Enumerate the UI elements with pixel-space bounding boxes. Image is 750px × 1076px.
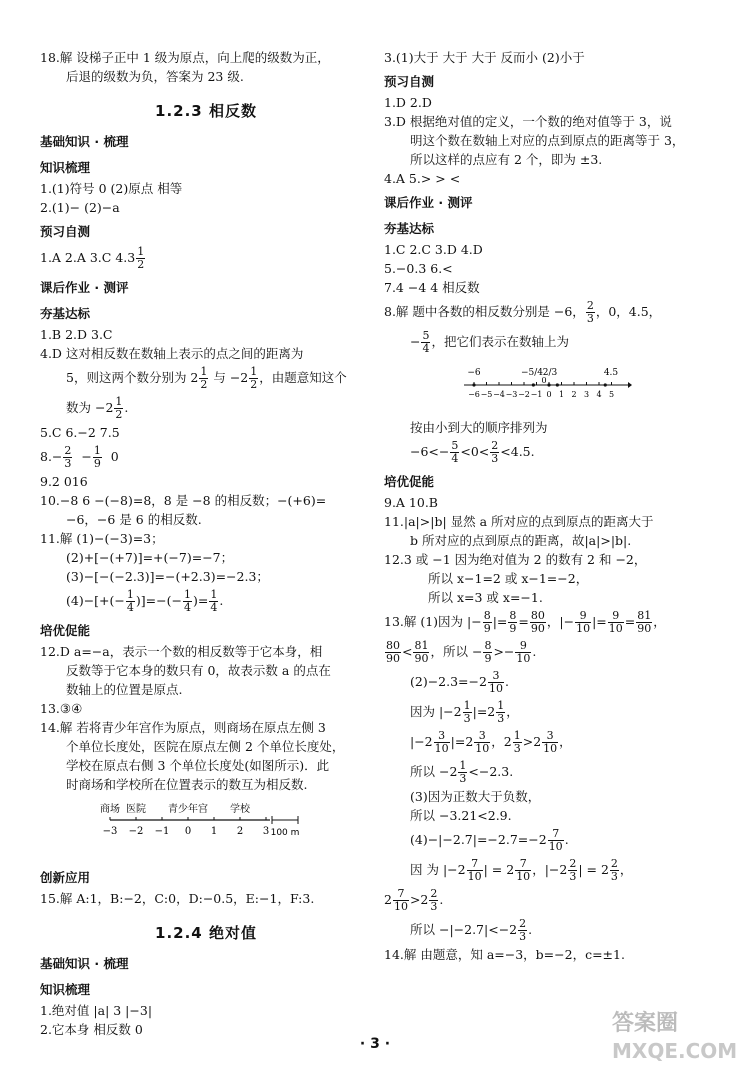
problem-18-line2: 后退的级数为负，答案为 23 级. — [66, 69, 244, 84]
number-line-figure-14 — [40, 800, 372, 859]
drill-8-order-text: 按由小到大的顺序排列为 — [410, 420, 548, 435]
fraction: $\frac{9}{10}$ — [608, 609, 623, 635]
tick-label: 0 — [546, 390, 552, 399]
number-point — [547, 383, 550, 386]
fraction: $\frac{1}{3}$ — [459, 759, 467, 785]
tick-label: −1 — [530, 390, 543, 399]
fraction: $\frac{8}{9}$ — [484, 639, 492, 665]
answer-9: 9.2 016 — [40, 474, 88, 489]
heading-basic-drill: 夯基达标 — [40, 306, 91, 321]
answer-11-4: (4)−[+(− $\frac{1}{4}$ )]=−(− $\frac{1}{4}$ )= $\frac{1}{4}$ . — [66, 588, 224, 614]
heading-knowledge-review: 知识梳理 — [40, 160, 91, 175]
heading-homework: 课后作业 · 测评 — [40, 280, 129, 295]
watermark-logo — [602, 1000, 742, 1070]
heading-basic-knowledge: 基础知识 · 梳理 — [40, 134, 129, 149]
answer-4-line1: 4.D 这对相反数在数轴上表示的点之间的距离为 — [40, 346, 304, 361]
tick-label: 1 — [210, 826, 218, 837]
preview-3-line3: 所以这样的点应有 2 个，即为 ±3. — [410, 152, 603, 167]
left-column — [40, 48, 372, 1039]
fraction: $\frac{1}{4}$ — [183, 588, 191, 614]
drill-8-line1: 8.解 题中各数的相反数分别是 −6， $\frac{2}{3}$ ，0，4.5， — [384, 299, 662, 325]
tick-label: −5 — [480, 390, 493, 399]
fraction: $\frac{2}{3}$ — [586, 299, 594, 325]
adv-13-2-line2: 因为 |−2 $\frac{1}{3}$ |=2 $\frac{1}{3}$ ， — [410, 699, 519, 725]
fraction: $\frac{80}{90}$ — [386, 639, 400, 665]
adv-13-line2: $\frac{80}{90}$ < $\frac{81}{90}$ ，所以 − $\frac{8}{9}$ >− $\frac{9}{10}$ . — [386, 639, 537, 665]
fraction: $\frac{5}{4}$ — [422, 329, 430, 355]
knowledge-1: 1.(1)符号 0 (2)原点 相等 — [40, 181, 183, 196]
answer-14-line4: 时商场和学校所在位置表示的数互为相反数. — [66, 777, 308, 792]
fraction: $\frac{5}{4}$ — [451, 439, 459, 465]
adv-12-line2: 所以 x−1=2 或 x−1=−2， — [428, 571, 589, 586]
drill-1-4: 1.C 2.C 3.D 4.D — [384, 242, 483, 257]
fraction: $\frac{2}{3}$ — [430, 887, 438, 913]
adv-13-line1: 13.解 (1)因为 |− $\frac{8}{9}$ |= $\frac{8}{9}$ = $\frac{80}{90}$ ，|− $\frac{9}{10}$ |= $\frac{9}{10}$ = $\frac{81}{90}$ ， — [384, 609, 666, 635]
preview-3-line2: 明这个数在数轴上对应的点到原点的距离等于 3， — [410, 133, 685, 148]
adv-13-2-line4: 所以 −2 $\frac{1}{3}$ <−2.3. — [410, 759, 514, 785]
adv-13-4-line3: 2 $\frac{7}{10}$ >2 $\frac{2}{3}$ . — [384, 887, 444, 913]
answer-13: 13.③④ — [40, 701, 83, 716]
preview-1-2: 1.D 2.D — [384, 95, 432, 110]
answer-12-line1: 12.D a=−a，表示一个数的相反数等于它本身，相 — [40, 644, 323, 659]
fraction: $\frac{1}{2}$ — [250, 365, 258, 391]
heading-advanced-2: 培优促能 — [384, 474, 435, 489]
point-label-4-5: 4.5 — [603, 368, 619, 378]
heading-preview-test-2: 预习自测 — [384, 74, 435, 89]
fraction: $\frac{1}{3}$ — [497, 699, 505, 725]
abs-knowledge-1: 1.绝对值 |a| 3 |−3| — [40, 1003, 153, 1018]
fraction: $\frac{2}{3}$ — [491, 439, 499, 465]
fraction: $\frac{2}{3}$ — [569, 857, 577, 883]
adv-13-4-line1: (4)−|−2.7|=−2.7=−2 $\frac{7}{10}$ . — [410, 827, 569, 853]
number-point — [472, 383, 475, 386]
point-label-neg6: −6 — [467, 368, 481, 378]
number-point — [532, 383, 535, 386]
heading-basic-knowledge-2: 基础知识 · 梳理 — [40, 956, 129, 971]
tick-label: −4 — [493, 390, 505, 399]
tick-label: 4 — [596, 390, 602, 399]
heading-basic-drill-2: 夯基达标 — [384, 221, 435, 236]
answer-11-1: 11.解 (1)−(−3)=3； — [40, 531, 164, 546]
fraction: $\frac{3}{10}$ — [543, 729, 558, 755]
answer-14-line2: 个单位长度处，医院在原点左侧 2 个单位长度处， — [66, 739, 345, 754]
heading-preview-test: 预习自测 — [40, 224, 91, 239]
point-label-2-3: 2/3 — [542, 368, 558, 378]
heading-knowledge-review-2: 知识梳理 — [40, 982, 91, 997]
answer-4-line2: 5，则这两个数分别为 2 $\frac{1}{2}$ 与 −2 $\frac{1}{2}$ ，由题意知这个 — [66, 365, 347, 391]
number-line-14 — [40, 800, 300, 856]
tick-label: −6 — [468, 390, 480, 399]
fraction: $\frac{7}{10}$ — [393, 887, 408, 913]
tick-label: 1 — [558, 390, 565, 399]
heading-advanced: 培优促能 — [40, 623, 91, 638]
preview-4-5: 4.A 5.> > < — [384, 171, 461, 186]
right-column — [384, 48, 714, 964]
section-title-1-2-4: 1.2.4 绝对值 — [155, 924, 257, 942]
point-label-neg5-4: −5/4 — [520, 368, 544, 378]
svg-text:MXQE.COM: MXQE.COM — [612, 1039, 738, 1063]
knowledge-2: 2.(1)− (2)−a — [40, 200, 120, 215]
fraction: $\frac{1}{3}$ — [463, 699, 471, 725]
fraction: $\frac{1}{4}$ — [210, 588, 218, 614]
abs-knowledge-3: 3.(1)大于 大于 大于 反而小 (2)小于 — [384, 50, 585, 65]
heading-homework-2: 课后作业 · 测评 — [384, 195, 473, 210]
answer-10-line1: 10.−8 6 −(−8)=8，8 是 −8 的相反数；−(+6)= — [40, 493, 327, 508]
fraction: $\frac{81}{90}$ — [637, 609, 652, 635]
tick-label: −1 — [154, 826, 170, 837]
drill-7: 7.4 −4 4 相反数 — [384, 280, 480, 295]
tick-label: −3 — [505, 390, 518, 399]
abs-knowledge-2: 2.它本身 相反数 0 — [40, 1022, 143, 1037]
answers-1-3: 1.B 2.D 3.C — [40, 327, 113, 342]
heading-innovation: 创新应用 — [40, 870, 91, 885]
adv-13-4-line2: 因 为 |−2 $\frac{7}{10}$ | = 2 $\frac{7}{10}$ ，|−2 $\frac{2}{3}$ | = 2 $\frac{2}{3}$ ， — [410, 857, 633, 883]
fraction: $\frac{9}{10}$ — [516, 639, 531, 665]
adv-14: 14.解 由题意，知 a=−3，b=−2，c=±1. — [384, 947, 625, 962]
answer-14-line3: 学校在原点右侧 3 个单位长度处(如图所示)．此 — [66, 758, 330, 773]
preview-3-line1: 3.D 根据绝对值的定义，一个数的绝对值等于 3，说 — [384, 114, 672, 129]
answer-8: 8.− $\frac{2}{3}$ − $\frac{1}{9}$ 0 — [40, 444, 119, 470]
adv-11-line2: b 所对应的点到原点的距离，故|a|>|b|. — [410, 533, 632, 548]
tick-label: 5 — [608, 390, 615, 399]
fraction: $\frac{3}{10}$ — [488, 669, 503, 695]
tick-label: −2 — [128, 826, 144, 837]
tick-label: −2 — [518, 390, 530, 399]
adv-11-line1: 11.|a|>|b| 显然 a 所对应的点到原点的距离大于 — [384, 514, 654, 529]
fraction: $\frac{1}{2}$ — [200, 365, 208, 391]
fraction: $\frac{2}{3}$ — [610, 857, 618, 883]
adv-13-3-line1: (3)因为正数大于负数， — [410, 789, 541, 804]
preview-answers: 1.A 2.A 3.C 4.3 $\frac{1}{2}$ — [40, 245, 145, 271]
answer-11-3: (3)−[−(−2.3)]=−(+2.3)=−2.3； — [66, 569, 269, 584]
answer-11-2: (2)+[−(+7)]=+(−7)=−7； — [66, 550, 234, 565]
tick-label: 3 — [262, 826, 270, 837]
answer-4-line3: 数为 −2 $\frac{1}{2}$ . — [66, 395, 129, 421]
fraction: $\frac{2}{3}$ — [64, 444, 72, 470]
answer-14-line1: 14.解 若将青少年宫作为原点，则商场在原点左侧 3 — [40, 720, 326, 735]
page-number: · 3 · — [359, 1036, 391, 1052]
fraction: $\frac{7}{10}$ — [467, 857, 482, 883]
tick-label: −3 — [102, 826, 118, 837]
adv-13-2-line1: (2)−2.3=−2 $\frac{3}{10}$ . — [410, 669, 509, 695]
fraction: $\frac{81}{90}$ — [414, 639, 429, 665]
adv-12-line1: 12.3 或 −1 因为绝对值为 2 的数有 2 和 −2， — [384, 552, 647, 567]
fraction: $\frac{1}{2}$ — [115, 395, 123, 421]
tick-label: 0 — [184, 826, 192, 837]
tick-label: 3 — [583, 390, 590, 399]
number-line-8 — [462, 363, 632, 407]
answer-15: 15.解 A:1，B:−2，C:0，D:−0.5，E:−1，F:3. — [40, 891, 315, 906]
label-mall: 商场 — [100, 804, 120, 815]
fraction: $\frac{80}{90}$ — [530, 609, 545, 635]
problem-18-line1: 18.解 设梯子正中 1 级为原点，向上爬的级数为正， — [40, 50, 330, 65]
answer-12-line3: 数轴上的位置是原点. — [66, 682, 183, 697]
section-title-1-2-3: 1.2.3 相反数 — [155, 102, 257, 120]
answers-5-7: 5.C 6.−2 7.5 — [40, 425, 120, 440]
number-line-figure-8 — [384, 363, 714, 410]
fraction: $\frac{7}{10}$ — [516, 857, 531, 883]
answer-10-line2: −6，−6 是 6 的相反数. — [66, 512, 202, 527]
drill-8-line2: − $\frac{5}{4}$ ，把它们表示在数轴上为 — [410, 329, 569, 355]
fraction: $\frac{9}{10}$ — [576, 609, 591, 635]
adv-9-10: 9.A 10.B — [384, 495, 438, 510]
adv-13-2-line3: |−2 $\frac{3}{10}$ |=2 $\frac{3}{10}$ ，2 $\frac{1}{3}$ >2 $\frac{3}{10}$ ， — [410, 729, 572, 755]
scale-label: 100 m — [270, 828, 300, 838]
drill-8-order: −6<− $\frac{5}{4}$ <0< $\frac{2}{3}$ <4.5. — [410, 439, 535, 465]
adv-13-4-line4: 所以 −|−2.7|<−2 $\frac{2}{3}$ . — [410, 917, 533, 943]
fraction: $\frac{7}{10}$ — [548, 827, 563, 853]
adv-12-line3: 所以 x=3 或 x=−1. — [428, 590, 543, 605]
label-youth-center: 青少年宫 — [168, 804, 208, 815]
adv-13-3-line2: 所以 −3.21<2.9. — [410, 808, 512, 823]
answer-12-line2: 反数等于它本身的数只有 0，故表示数 a 的点在 — [66, 663, 331, 678]
fraction: $\frac{1}{3}$ — [513, 729, 521, 755]
fraction: $\frac{8}{9}$ — [509, 609, 517, 635]
tick-label: 2 — [571, 390, 577, 399]
fraction: $\frac{1}{9}$ — [93, 444, 101, 470]
tick-label: 2 — [236, 826, 244, 837]
number-point — [556, 383, 559, 386]
fraction: $\frac{8}{9}$ — [483, 609, 491, 635]
fraction: $\frac{2}{3}$ — [519, 917, 527, 943]
svg-text:答案圈: 答案圈 — [612, 1011, 679, 1036]
label-school: 学校 — [230, 804, 250, 815]
fraction: $\frac{3}{10}$ — [475, 729, 490, 755]
fraction: $\frac{1}{2}$ — [137, 245, 145, 271]
fraction: $\frac{1}{4}$ — [126, 588, 134, 614]
label-hospital: 医院 — [126, 804, 146, 815]
number-point — [604, 383, 607, 386]
fraction: $\frac{3}{10}$ — [434, 729, 449, 755]
drill-5-6: 5.−0.3 6.< — [384, 261, 453, 276]
point-label-0: 0 — [541, 376, 547, 385]
